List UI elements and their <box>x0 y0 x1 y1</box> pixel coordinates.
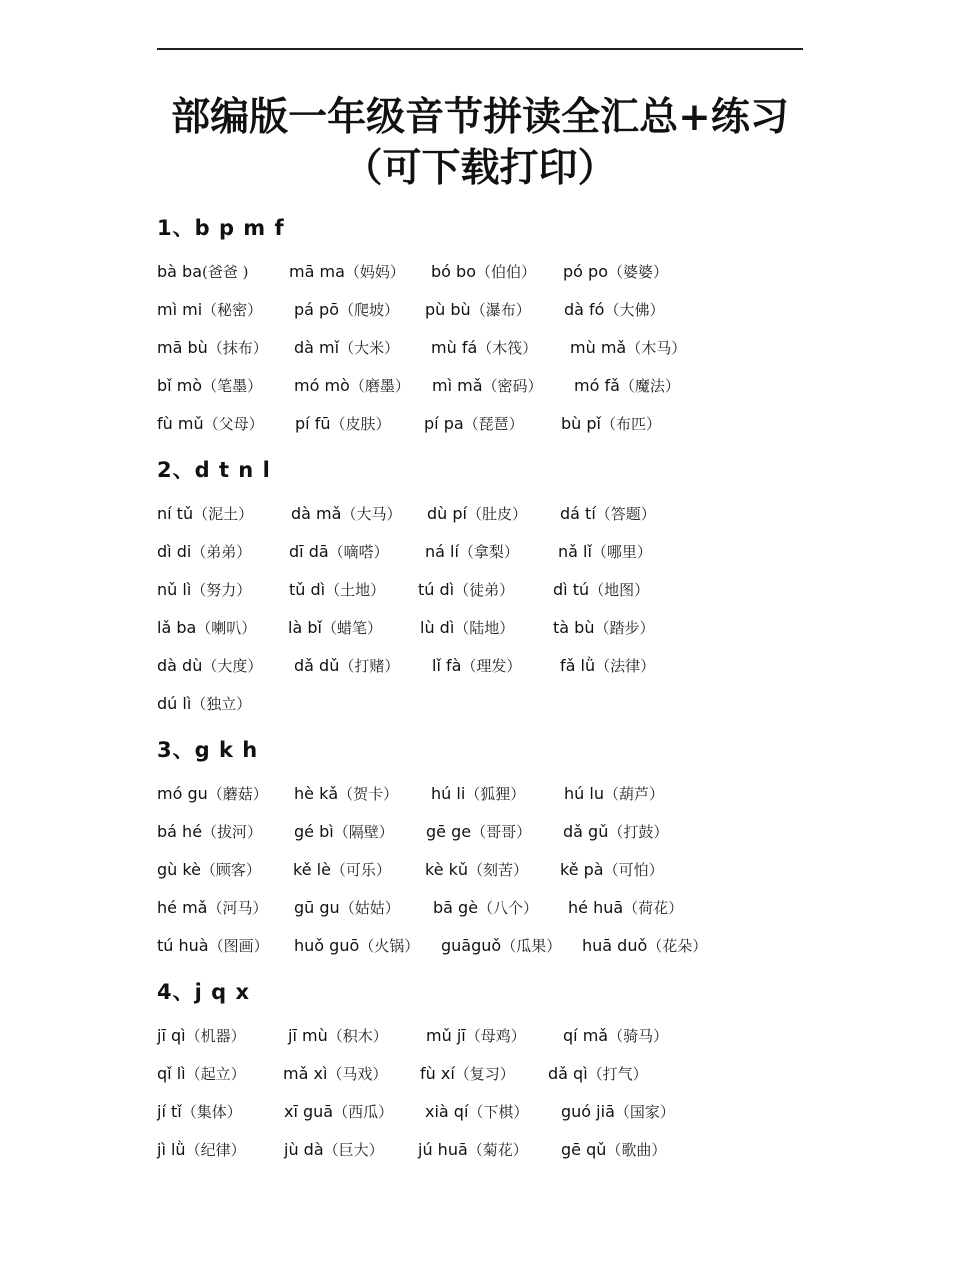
top-rule <box>157 48 803 50</box>
chinese-word: （琵琶） <box>463 415 524 433</box>
pinyin-text: gé bì <box>294 822 334 841</box>
pinyin-text: mā ma <box>289 262 345 281</box>
syllable-item <box>157 1136 246 1164</box>
chinese-word: （歌曲） <box>606 1141 667 1159</box>
syllable-item <box>431 334 537 362</box>
pinyin-text: jú huā <box>418 1140 468 1159</box>
syllable-item <box>294 818 394 846</box>
chinese-word: （父母） <box>203 415 264 433</box>
page-subtitle: （可下载打印） <box>343 145 617 191</box>
chinese-word: （瓜果） <box>501 937 562 955</box>
chinese-word: （起立） <box>185 1065 246 1083</box>
syllable-item <box>294 652 399 680</box>
pinyin-text: hú li <box>431 784 466 803</box>
syllable-item <box>418 576 514 604</box>
pinyin-text: bǐ mò <box>157 376 203 395</box>
pinyin-text: dì tú <box>553 580 590 599</box>
pinyin-text: ná lí <box>425 542 459 561</box>
syllable-item <box>418 1136 528 1164</box>
syllable-item <box>425 296 531 324</box>
chinese-word: （肚皮） <box>466 505 527 523</box>
chinese-word: （妈妈） <box>344 263 405 281</box>
syllable-item <box>425 1098 528 1126</box>
chinese-word: (爸爸 ) <box>202 263 249 281</box>
pinyin-text: lù dì <box>420 618 455 637</box>
pinyin-text: guó jiā <box>561 1102 615 1121</box>
pinyin-text: tú huà <box>157 936 209 955</box>
chinese-word: （磨墨） <box>349 377 410 395</box>
chinese-word: （木马） <box>626 339 687 357</box>
pinyin-text: mì mǎ <box>432 376 483 395</box>
chinese-word: （可乐） <box>330 861 391 879</box>
pinyin-text: fǎ lǜ <box>560 656 596 675</box>
syllable-item <box>284 1136 384 1164</box>
syllable-item <box>295 410 390 438</box>
chinese-word: （弟弟） <box>191 543 252 561</box>
pinyin-text: mó fǎ <box>574 376 620 395</box>
chinese-word: （打气） <box>587 1065 648 1083</box>
chinese-word: （答题） <box>595 505 656 523</box>
chinese-word: （蘑菇） <box>207 785 268 803</box>
pinyin-text: mì mi <box>157 300 203 319</box>
syllable-item <box>420 1060 515 1088</box>
syllable-item <box>157 652 262 680</box>
syllable-item <box>431 780 525 808</box>
pinyin-text: dú lì <box>157 694 192 713</box>
pinyin-text: dà mǐ <box>294 338 340 357</box>
pinyin-text: mǎ xì <box>283 1064 328 1083</box>
pinyin-text: nǔ lì <box>157 580 192 599</box>
pinyin-text: mó mò <box>294 376 350 395</box>
chinese-word: （隔壁） <box>333 823 394 841</box>
pinyin-text: bó bo <box>431 262 476 281</box>
syllable-item <box>157 538 251 566</box>
chinese-word: （母鸡） <box>465 1027 526 1045</box>
syllable-item <box>564 296 664 324</box>
section-heading: 2、d t n l <box>157 458 271 482</box>
chinese-word: （伯伯） <box>475 263 536 281</box>
pinyin-text: qí mǎ <box>563 1026 609 1045</box>
pinyin-text: huǒ guō <box>294 936 360 955</box>
chinese-word: （拔河） <box>202 823 263 841</box>
chinese-word: （八个） <box>478 899 539 917</box>
pinyin-text: pí fū <box>295 414 331 433</box>
pinyin-text: hè kǎ <box>294 784 339 803</box>
pinyin-text: guāguǒ <box>441 936 502 955</box>
pinyin-text: nǎ lǐ <box>558 542 592 561</box>
chinese-word: （姑姑） <box>339 899 400 917</box>
chinese-word: （菊花） <box>467 1141 528 1159</box>
chinese-word: （大度） <box>202 657 263 675</box>
chinese-word: （巨大） <box>323 1141 384 1159</box>
pinyin-text: hé mǎ <box>157 898 208 917</box>
syllable-item <box>431 258 536 286</box>
chinese-word: （魔法） <box>619 377 680 395</box>
chinese-word: （拿梨） <box>458 543 519 561</box>
syllable-item <box>426 1022 526 1050</box>
pinyin-text: bà ba <box>157 262 203 281</box>
syllable-item <box>157 410 264 438</box>
syllable-item <box>558 538 652 566</box>
syllable-item <box>432 652 521 680</box>
pinyin-text: kě pà <box>560 860 604 879</box>
syllable-item <box>574 372 680 400</box>
syllable-item <box>553 614 654 642</box>
pinyin-text: dǎ qì <box>548 1064 588 1083</box>
chinese-word: （抹布） <box>207 339 268 357</box>
pinyin-text: jù dà <box>284 1140 324 1159</box>
chinese-word: （葫芦） <box>603 785 664 803</box>
chinese-word: （打鼓） <box>608 823 669 841</box>
section-heading: 3、g k h <box>157 738 259 762</box>
pinyin-text: pí pa <box>424 414 464 433</box>
chinese-word: （木筏） <box>477 339 538 357</box>
chinese-word: （婆婆） <box>607 263 668 281</box>
syllable-item <box>294 932 419 960</box>
syllable-item <box>294 780 398 808</box>
pinyin-text: jī mù <box>288 1026 328 1045</box>
pinyin-text: bá hé <box>157 822 203 841</box>
syllable-item <box>561 410 661 438</box>
chinese-word: （狐狸） <box>465 785 526 803</box>
syllable-item <box>157 894 267 922</box>
pinyin-text: jì lǜ <box>157 1140 186 1159</box>
syllable-item <box>294 296 399 324</box>
syllable-item <box>293 856 391 884</box>
page-title: 部编版一年级音节拼读全汇总+练习 <box>171 94 789 140</box>
chinese-word: （贺卡） <box>338 785 399 803</box>
syllable-item <box>425 538 519 566</box>
pinyin-text: kě lè <box>293 860 331 879</box>
pinyin-text: hú lu <box>564 784 604 803</box>
chinese-word: （火锅） <box>359 937 420 955</box>
syllable-item <box>424 410 524 438</box>
chinese-word: （独立） <box>191 695 252 713</box>
section-heading: 1、b p m f <box>157 216 285 240</box>
pinyin-text: ní tǔ <box>157 504 194 523</box>
pinyin-text: gē ge <box>426 822 472 841</box>
pinyin-text: tǔ dì <box>289 580 326 599</box>
pinyin-text: xià qí <box>425 1102 469 1121</box>
chinese-word: （积木） <box>327 1027 388 1045</box>
syllable-item <box>420 614 514 642</box>
chinese-word: （纪律） <box>185 1141 246 1159</box>
pinyin-text: lǎ ba <box>157 618 197 637</box>
chinese-word: （马戏） <box>327 1065 388 1083</box>
syllable-item <box>441 932 561 960</box>
syllable-item <box>157 1098 242 1126</box>
chinese-word: （荷花） <box>623 899 684 917</box>
chinese-word: （集体） <box>181 1103 242 1121</box>
syllable-item <box>425 856 528 884</box>
chinese-word: （喇叭） <box>196 619 257 637</box>
pinyin-text: gē qǔ <box>561 1140 607 1159</box>
chinese-word: （土地） <box>325 581 386 599</box>
syllable-item <box>157 1022 246 1050</box>
syllable-item <box>563 1022 668 1050</box>
chinese-word: （哪里） <box>591 543 652 561</box>
syllable-item <box>157 1060 246 1088</box>
chinese-word: （徒弟） <box>454 581 515 599</box>
chinese-word: （河马） <box>207 899 268 917</box>
pinyin-text: mǔ jī <box>426 1026 466 1045</box>
pinyin-text: bā gè <box>433 898 479 917</box>
syllable-item <box>561 1098 675 1126</box>
pinyin-text: dǎ dǔ <box>294 656 340 675</box>
chinese-word: （蜡笔） <box>321 619 382 637</box>
chinese-word: （大马） <box>341 505 402 523</box>
chinese-word: （顾客） <box>200 861 261 879</box>
syllable-item <box>157 576 251 604</box>
chinese-word: （理发） <box>461 657 522 675</box>
syllable-item <box>426 818 531 846</box>
pinyin-text: pá pō <box>294 300 339 319</box>
syllable-item <box>427 500 527 528</box>
pinyin-text: pó po <box>563 262 608 281</box>
syllable-item <box>288 1022 388 1050</box>
pinyin-text: là bǐ <box>288 618 322 637</box>
chinese-word: （哥哥） <box>471 823 532 841</box>
chinese-word: （刻苦） <box>468 861 529 879</box>
pinyin-text: mó gu <box>157 784 208 803</box>
pinyin-text: jī qì <box>157 1026 186 1045</box>
pinyin-text: mù fá <box>431 338 478 357</box>
syllable-item <box>291 500 401 528</box>
chinese-word: （笔墨） <box>202 377 263 395</box>
chinese-word: （瀑布） <box>470 301 531 319</box>
syllable-item <box>157 500 253 528</box>
chinese-word: （大佛） <box>604 301 665 319</box>
syllable-item <box>294 334 399 362</box>
syllable-item <box>560 856 664 884</box>
syllable-item <box>433 894 538 922</box>
chinese-word: （泥土） <box>193 505 254 523</box>
pinyin-text: lǐ fà <box>432 656 462 675</box>
syllable-item <box>294 894 400 922</box>
syllable-item <box>560 652 655 680</box>
syllable-item <box>560 500 656 528</box>
chinese-word: （图画） <box>208 937 269 955</box>
syllable-item <box>157 690 251 718</box>
syllable-item <box>561 1136 666 1164</box>
pinyin-text: hé huā <box>568 898 624 917</box>
syllable-item <box>553 576 649 604</box>
chinese-word: （法律） <box>595 657 656 675</box>
pinyin-text: fù mǔ <box>157 414 204 433</box>
syllable-item <box>157 334 268 362</box>
syllable-item <box>157 372 262 400</box>
syllable-item <box>564 780 664 808</box>
pinyin-text: dǎ gǔ <box>563 822 609 841</box>
syllable-item <box>157 258 249 286</box>
syllable-item <box>289 538 389 566</box>
chinese-word: （踏步） <box>594 619 655 637</box>
syllable-item <box>289 576 385 604</box>
pinyin-text: dù pí <box>427 504 467 523</box>
syllable-item <box>288 614 382 642</box>
pinyin-text: bù pǐ <box>561 414 601 433</box>
pinyin-text: dà mǎ <box>291 504 342 523</box>
chinese-word: （布匹） <box>600 415 661 433</box>
pinyin-text: tà bù <box>553 618 595 637</box>
pinyin-text: fù xí <box>420 1064 455 1083</box>
pinyin-text: dá tí <box>560 504 596 523</box>
syllable-item <box>283 1060 387 1088</box>
chinese-word: （打赌） <box>339 657 400 675</box>
pinyin-text: dì di <box>157 542 192 561</box>
pinyin-text: kè kǔ <box>425 860 469 879</box>
chinese-word: （西瓜） <box>333 1103 394 1121</box>
chinese-word: （秘密） <box>202 301 263 319</box>
chinese-word: （努力） <box>191 581 252 599</box>
syllable-item <box>284 1098 393 1126</box>
pinyin-text: gù kè <box>157 860 201 879</box>
syllable-item <box>548 1060 648 1088</box>
chinese-word: （国家） <box>614 1103 675 1121</box>
chinese-word: （复习） <box>454 1065 515 1083</box>
syllable-item <box>568 894 683 922</box>
pinyin-text: qǐ lì <box>157 1064 186 1083</box>
pinyin-text: mā bù <box>157 338 208 357</box>
syllable-item <box>157 780 268 808</box>
pinyin-text: gū gu <box>294 898 340 917</box>
pinyin-text: dà fó <box>564 300 605 319</box>
chinese-word: （大米） <box>339 339 400 357</box>
chinese-word: （爬坡） <box>339 301 400 319</box>
syllable-item <box>570 334 686 362</box>
chinese-word: （地图） <box>589 581 650 599</box>
pinyin-text: mù mǎ <box>570 338 627 357</box>
chinese-word: （皮肤） <box>330 415 391 433</box>
chinese-word: （花朵） <box>647 937 708 955</box>
syllable-item <box>157 296 262 324</box>
pinyin-text: xī guā <box>284 1102 334 1121</box>
syllable-item <box>157 856 261 884</box>
syllable-item <box>157 614 256 642</box>
chinese-word: （骑马） <box>608 1027 669 1045</box>
section-heading: 4、j q x <box>157 980 251 1004</box>
chinese-word: （机器） <box>185 1027 246 1045</box>
syllable-item <box>157 932 269 960</box>
pinyin-text: dà dù <box>157 656 203 675</box>
syllable-item <box>157 818 262 846</box>
chinese-word: （密码） <box>482 377 543 395</box>
syllable-item <box>582 932 707 960</box>
chinese-word: （可怕） <box>603 861 664 879</box>
syllable-item <box>563 258 668 286</box>
syllable-item <box>294 372 410 400</box>
pinyin-text: dī dā <box>289 542 329 561</box>
syllable-item <box>563 818 668 846</box>
syllable-item <box>289 258 405 286</box>
pinyin-text: tú dì <box>418 580 455 599</box>
pinyin-text: jí tǐ <box>157 1102 182 1121</box>
syllable-item <box>432 372 543 400</box>
pinyin-text: huā duǒ <box>582 936 648 955</box>
pinyin-text: pù bù <box>425 300 471 319</box>
chinese-word: （陆地） <box>454 619 515 637</box>
chinese-word: （下棋） <box>468 1103 529 1121</box>
chinese-word: （嘀嗒） <box>328 543 389 561</box>
